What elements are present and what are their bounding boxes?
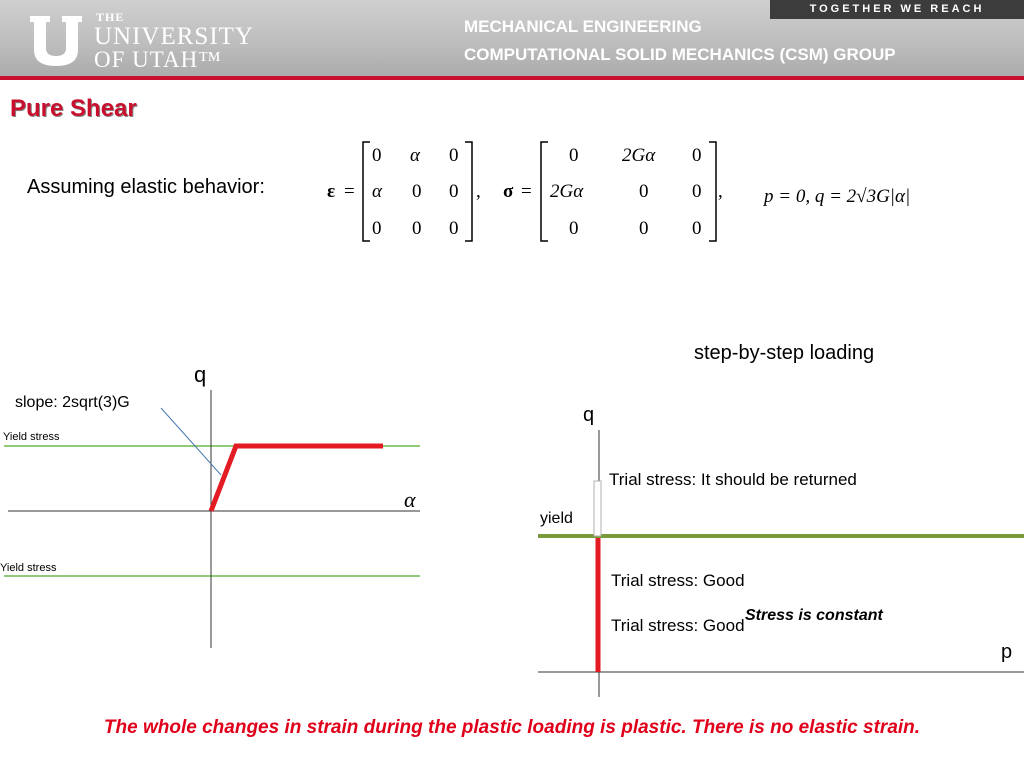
strain-comma: , — [476, 181, 481, 202]
logo-of-utah-text: OF UTAH™ — [94, 47, 222, 72]
strain-cell: 0 — [412, 181, 422, 202]
plastic-strain-note: The whole changes in strain during the plastic loading is plastic. There is no elastic strain. — [103, 717, 921, 738]
stress-cell: 0 — [569, 145, 579, 166]
stress-cell: 0 — [639, 181, 649, 202]
trial-stress-segment — [594, 481, 601, 536]
step-loading-title: step-by-step loading — [694, 342, 875, 364]
strain-cell: 0 — [449, 145, 459, 166]
trial-good-label-2: Trial stress: Good — [611, 616, 745, 635]
strain-cell: 0 — [372, 218, 382, 239]
strain-cell: 0 — [372, 145, 382, 166]
strain-equals: = — [344, 181, 355, 202]
assumption-text: Assuming elastic behavior: — [27, 176, 265, 198]
slide-title: Pure Shear — [10, 95, 137, 122]
logo-university-text: UNIVERSITY — [94, 23, 254, 50]
strain-cell: α — [372, 181, 382, 202]
stress-cell: 0 — [692, 145, 702, 166]
right-x-axis-label: p — [1001, 641, 1013, 663]
stress-cell: 0 — [692, 218, 702, 239]
stress-equals: = — [521, 181, 532, 202]
logo-the-text: THE — [96, 10, 125, 24]
stress-cell: 2Gα — [550, 181, 584, 202]
strain-cell: 0 — [449, 181, 459, 202]
invariants-equation: p = 0, q = 2√3G|α| — [764, 186, 911, 207]
stress-constant-note: Stress is constant — [745, 607, 883, 624]
tagline-text: TOGETHER WE REACH — [809, 3, 985, 15]
trial-good-label-1: Trial stress: Good — [611, 571, 745, 590]
group-name: COMPUTATIONAL SOLID MECHANICS (CSM) GROUP — [464, 45, 896, 64]
trial-returned-label: Trial stress: It should be returned — [609, 470, 857, 489]
stress-comma: , — [718, 181, 723, 202]
yield-label: yield — [540, 510, 573, 527]
stress-cell: 0 — [639, 218, 649, 239]
strain-symbol: ε — [327, 181, 336, 202]
stress-cell: 2Gα — [622, 145, 656, 166]
yield-lower-label: Yield stress — [0, 562, 57, 574]
right-y-axis-label: q — [583, 404, 595, 426]
left-x-axis-label: α — [404, 487, 416, 512]
stress-symbol: σ — [503, 181, 514, 202]
strain-cell: 0 — [412, 218, 422, 239]
stress-cell: 0 — [692, 181, 702, 202]
strain-cell: 0 — [449, 218, 459, 239]
slope-label: slope: 2sqrt(3)G — [15, 394, 130, 411]
yield-upper-label: Yield stress — [3, 431, 60, 443]
left-y-axis-label: q — [194, 362, 207, 387]
stress-cell: 0 — [569, 218, 579, 239]
department-name: MECHANICAL ENGINEERING — [464, 17, 702, 36]
strain-cell: α — [410, 145, 420, 166]
